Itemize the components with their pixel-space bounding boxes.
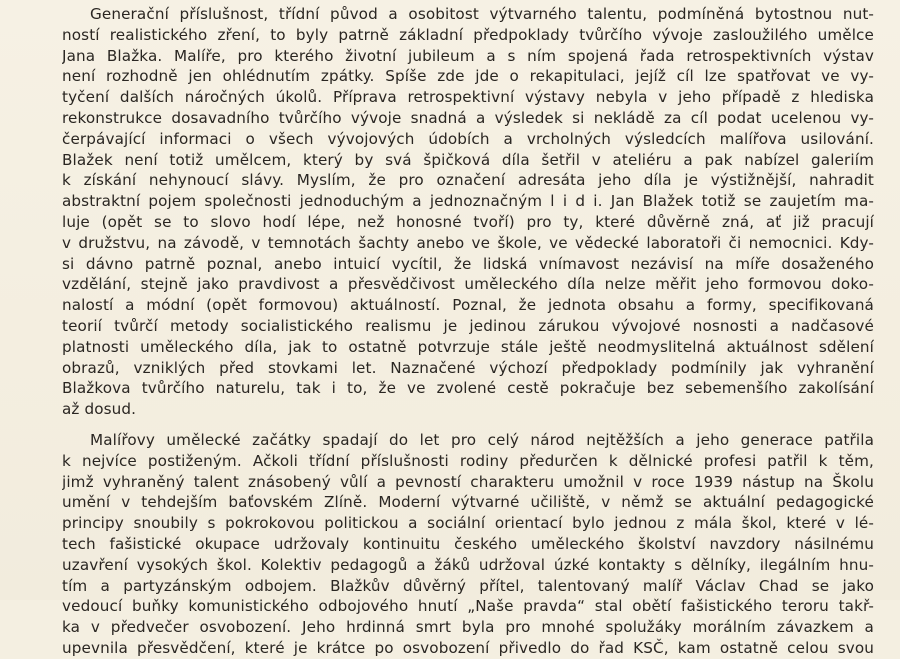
text-line: Blažkova tvůrčího naturelu, tak i to, že ve zvolené cestě pokračuje bez sebemenšího zakolísání <box>62 379 874 398</box>
text-line: čerpávající informaci o všech vývojových údobích a vrcholných výsledcích malířova usilování. <box>62 129 874 148</box>
text-line: abstraktní pojem společnosti jednoduchým a jednoznačným l i d i. Jan Blažek totiž se zaujetím ma- <box>62 192 874 211</box>
text-line: tyčení dalších náročných úkolů. Příprava retrospektivní výstavy nebyla v jeho případě z hlediska <box>62 88 874 107</box>
paragraph-1 <box>62 4 874 420</box>
text-line: ka v předvečer osvobození. Jeho hrdinná smrt byla pro mnohé spolužáky morálním závazkem a <box>62 618 874 637</box>
text-line: platnosti uměleckého díla, jak to ostatně potvrzuje stále ještě neodmyslitelná aktuálnost sdělení <box>62 337 874 356</box>
text-line: Blažek není totiž umělcem, který by svá špičková díla šetřil v ateliéru a pak nabízel galeriím <box>62 150 874 169</box>
text-line: ností realistického zření, to byly patrně základní předpoklady tvůrčího vývoje zasloužilého umělce <box>62 25 874 44</box>
text-line: až dosud. <box>62 400 137 419</box>
text-line: si dávno patrně poznal, anebo intuicí vycítil, že lidská vnímavost nezávisí na míře dosaženého <box>62 254 874 273</box>
text-line: umění v tehdejším baťovském Zlíně. Moderní výtvarné učiliště, v němž se aktuální pedagogické <box>62 493 874 512</box>
paragraph-2 <box>62 430 874 659</box>
text-line: tím a partyzánským odbojem. Blažkův důvěrný přítel, talentovaný malíř Václav Chad se jako <box>62 576 874 595</box>
text-line: luje (opět se to slovo hodí lépe, než honosné tvoří) pro ty, které důvěrně zná, ať již pracují <box>62 212 874 231</box>
text-line: jimž vyhraněný talent znásobený vůlí a pevností charakteru umožnil v roce 1939 nástup na Školu <box>62 472 874 491</box>
text-line: k nejvíce postiženým. Ačkoli třídní příslušnosti rodiny předurčen k dělnické profesi patřil k těm, <box>62 451 874 470</box>
text-line: Jana Blažka. Malíře, pro kterého životní jubileum a s ním spojená řada retrospektivních výstav <box>62 46 874 65</box>
text-line: Malířovy umělecké začátky spadají do let pro celý národ nejtěžších a jeho generace patřila <box>90 430 874 449</box>
text-line: k získání nehynoucí slávy. Myslím, že pro označení adresáta jeho díla je výstižnější, nahradit <box>62 171 874 190</box>
text-line: tech fašistické okupace udržovaly kontinuitu českého uměleckého školství navzdory násilnému <box>62 534 874 553</box>
text-line: upevnila přesvědčení, které je krátce po osvobození přivedlo do řad KSČ, kam ostatně celou svou <box>62 638 874 657</box>
text-line: není rozhodně jen ohlédnutím zpátky. Spíše zde jde o rekapitulaci, jejíž cíl lze spatřovat ve vy- <box>62 67 874 86</box>
text-line: Generační příslušnost, třídní původ a osobitost výtvarného talentu, podmíněná bytostnou nut- <box>90 5 874 23</box>
text-line: v družstvu, na závodě, v temnotách šachty anebo ve škole, ve vědecké laboratoři či nemocnici. Kdy- <box>62 233 874 252</box>
text-line: uzavření vysokých škol. Kolektiv pedagogů a žáků udržoval úzké kontakty s dělníky, ilegálním hnu- <box>62 555 874 574</box>
text-line: principy snoubily s pokrokovou politickou a sociální orientací bylo jednou z mála škol, které v lé- <box>62 514 874 533</box>
text-line: rekonstrukce dosavadního tvůrčího vývoje snadná a výsledek si nekládě za cíl podat ucelenou vy- <box>62 108 874 127</box>
text-line: vzdělání, stejně jako pravdivost a přesvědčivost uměleckého díla nelze měřit jeho formovou doko- <box>62 275 874 294</box>
text-line: vedoucí buňky komunistického odbojového hnutí „Naše pravda“ stal obětí fašistického teroru takř- <box>62 597 874 616</box>
text-line: obrazů, vzniklých před stovkami let. Naznačené výchozí předpoklady podmínily jak vyhranění <box>62 358 874 377</box>
text-line: nalostí a módní (opět formovou) aktuálností. Poznal, že jednota obsahu a formy, specifikovaná <box>62 296 874 315</box>
text-line: teorií tvůrčí metody socialistického realismu je jedinou zárukou vývojové nosnosti a nadčasové <box>62 316 874 335</box>
